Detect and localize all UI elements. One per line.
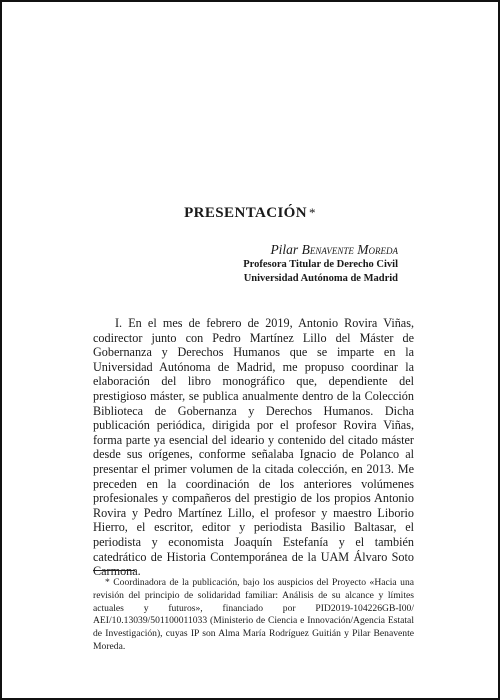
author-surname: Benavente Moreda: [301, 242, 398, 257]
page-title: [2, 205, 498, 222]
footnote-marker: *: [308, 205, 316, 220]
footnote-separator: [93, 570, 135, 571]
title-text: PRESENTACIÓN: [184, 205, 307, 221]
body-paragraph: I. En el mes de febrero de 2019, Antonio Rovira Viñas, codirector junto con Pedro Martínez Lillo del Máster de Gobernanza y Derechos Humanos que se imparte en la Universidad Autónoma de Madrid, me propuso coordinar la elaboración del libro monográfico que, dependiente del prestigioso máster, se publica anualmente dentro de la Colección Biblioteca de Gobernanza y Derechos Humanos. Dicha publicación periódica, dirigida por el profesor Rovira Viñas, forma parte ya esencial del ideario y contenido del citado máster desde sus orígenes, conforme señalaba Ignacio de Polanco al presentar el primer volumen de la citada colección, en 2013. Me preceden en la coordinación de los anteriores volúmenes profesionales y compañeros del prestigio de los propios Antonio Rovira y Pedro Martínez Lillo, el profesor y maestro Liborio Hierro, el escritor, editor y periodista Basilio Baltasar, el periodista y economista Joaquín Estefanía y el también catedrático de Historia Contemporánea de la UAM Álvaro Soto Carmona.: [93, 316, 414, 579]
author-block: [243, 242, 398, 286]
author-given-name: Pilar: [270, 242, 299, 257]
footnote-text: * Coordinadora de la publicación, bajo los auspicios del Proyecto «Hacia una revisión del principio de solidaridad familiar: Análisis de su alcance y límites actuales y futuros», financiado por PID2019-104226GB-I00/ AEI/10.13039/501100011033 (Ministerio de Ciencia e Innovación/Agencia Estatal de Investigación), cuyas IP son Alma María Rodríguez Guitián y Pilar Benavente Moreda.: [93, 577, 414, 652]
author-name: [243, 242, 398, 258]
author-affiliation-university: Universidad Autónoma de Madrid: [243, 273, 398, 284]
author-affiliation-title: Profesora Titular de Derecho Civil: [243, 259, 398, 270]
